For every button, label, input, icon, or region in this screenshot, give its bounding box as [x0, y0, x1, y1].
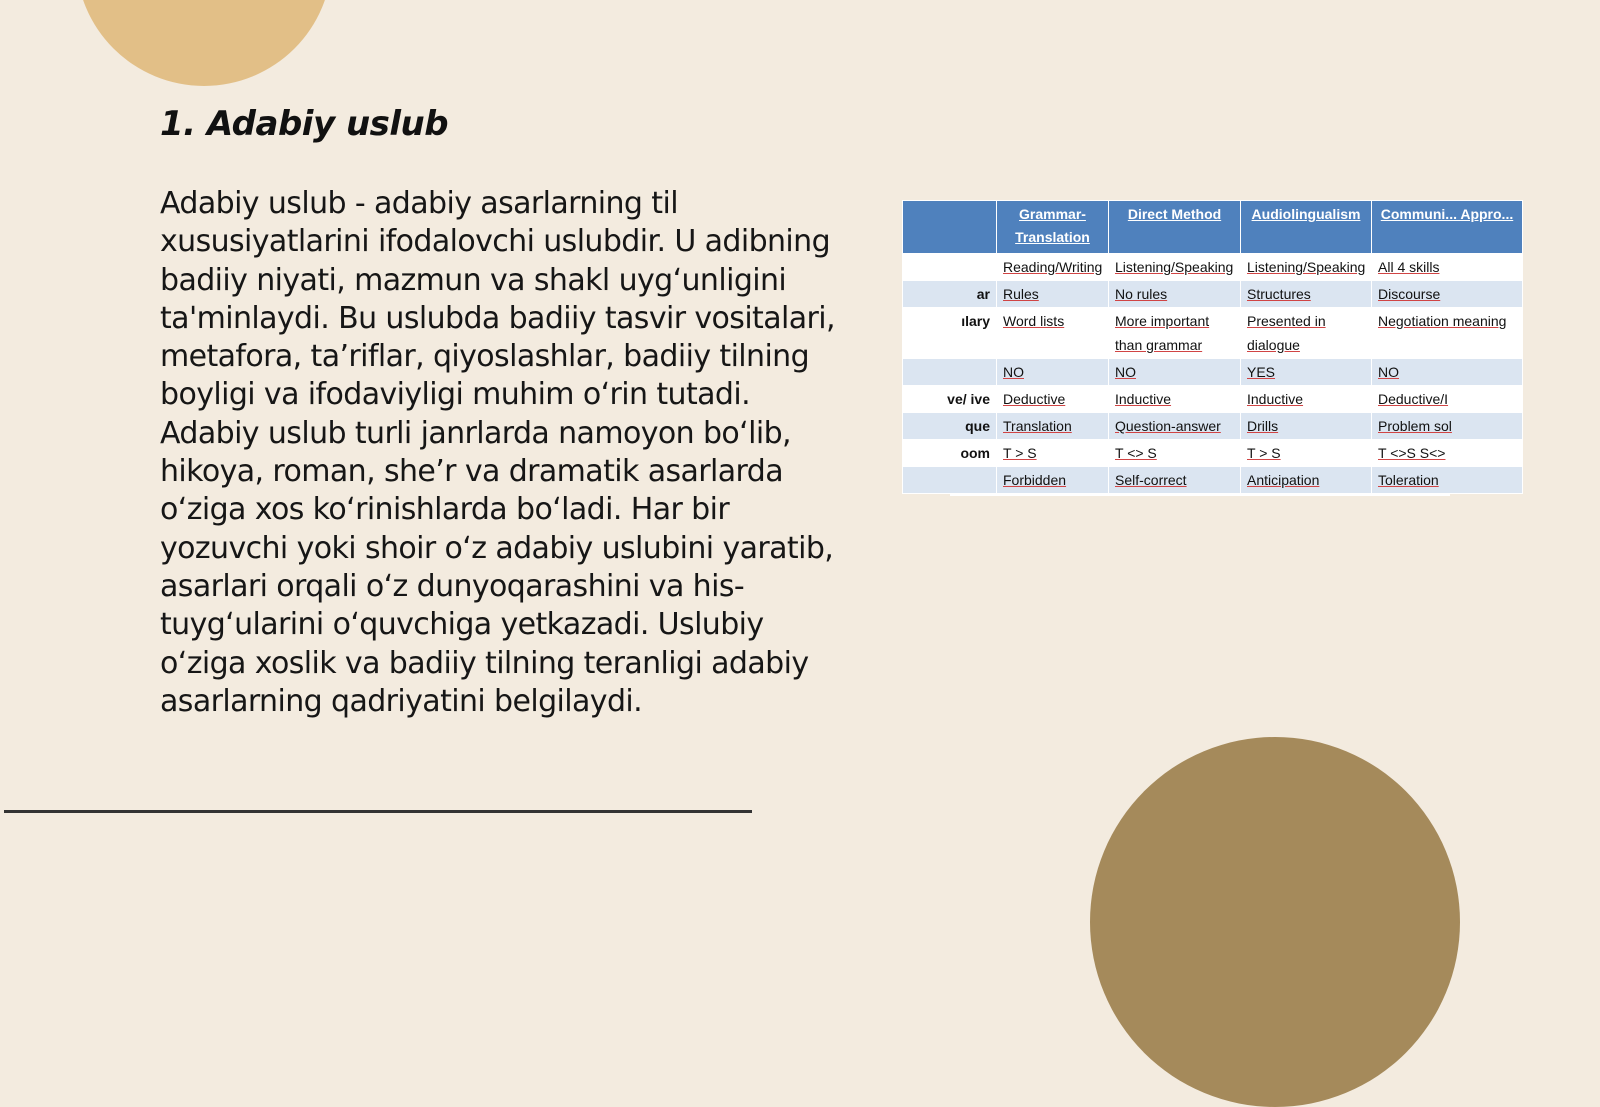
divider-line	[4, 810, 752, 813]
comparison-table	[902, 200, 1523, 494]
table-cell: Listening/Speaking	[1109, 254, 1241, 281]
comparison-table-image	[947, 200, 1514, 496]
table-cell: YES	[1241, 359, 1372, 386]
table-cell: NO	[1109, 359, 1241, 386]
table-header-cell	[903, 201, 997, 254]
table-cell: ar	[903, 281, 997, 308]
table-cell: oom	[903, 440, 997, 467]
table-cell: Problem sol	[1372, 413, 1523, 440]
table-cell: Negotiation meaning	[1372, 308, 1523, 359]
table-row	[903, 308, 1523, 359]
table-cell: No rules	[1109, 281, 1241, 308]
table-row	[903, 413, 1523, 440]
table-cell: Structures	[1241, 281, 1372, 308]
table-cell: Forbidden	[997, 467, 1109, 494]
table-cell: Inductive	[1241, 386, 1372, 413]
table-cell: NO	[1372, 359, 1523, 386]
slide-paragraph: Adabiy uslub - adabiy asarlarning til xususiyatlarini ifodalovchi uslubdir. U adibning badiiy niyati, mazmun va shakl uyg‘unligini ta'minlaydi. Bu uslubda badiiy tasvir vositalari, metafora, ta’riflar, qiyoslashlar, badiiy tilning boyligi va ifodaviyligi muhim o‘rin tutadi. Adabiy uslub turli janrlarda namoyon bo‘lib, hikoya, roman, she’r va dramatik asarlarda o‘ziga xos ko‘rinishlarda bo‘ladi. Har bir yozuvchi yoki shoir o‘z adabiy uslubini yaratib, asarlari orqali o‘z dunyoqarashini va his-tuyg‘ularini o‘quvchiga yetkazadi. Uslubiy o‘ziga xoslik va badiiy tilning teranligi adabiy asarlarning qadriyatini belgilaydi.	[160, 186, 835, 719]
table-cell: Question-answer	[1109, 413, 1241, 440]
table-cell: Translation	[997, 413, 1109, 440]
table-cell: Reading/Writing	[997, 254, 1109, 281]
table-cell: T > S	[1241, 440, 1372, 467]
decorative-circle-bottom	[1090, 737, 1460, 1107]
table-row	[903, 281, 1523, 308]
table-cell: T > S	[997, 440, 1109, 467]
table-cell: ılary	[903, 308, 997, 359]
table-cell: Word lists	[997, 308, 1109, 359]
table-cell: Deductive/I	[1372, 386, 1523, 413]
table-cell: Deductive	[997, 386, 1109, 413]
table-cell: T <>S S<>	[1372, 440, 1523, 467]
table-cell: que	[903, 413, 997, 440]
table-row	[903, 467, 1523, 494]
table-cell: Drills	[1241, 413, 1372, 440]
table-cell: Inductive	[1109, 386, 1241, 413]
table-cell: Listening/Speaking	[1241, 254, 1372, 281]
table-cell: Discourse	[1372, 281, 1523, 308]
table-cell: Rules	[997, 281, 1109, 308]
table-cell: Self-correct	[1109, 467, 1241, 494]
table-header-cell: Communi... Appro...	[1372, 201, 1523, 254]
table-row	[903, 440, 1523, 467]
slide-title: 1. Adabiy uslub	[160, 104, 449, 144]
table-cell	[903, 254, 997, 281]
table-cell: Presented in dialogue	[1241, 308, 1372, 359]
table-row	[903, 254, 1523, 281]
table-row	[903, 386, 1523, 413]
table-cell: More important than grammar	[1109, 308, 1241, 359]
table-row	[903, 359, 1523, 386]
decorative-circle-top	[76, 0, 332, 86]
table-cell: All 4 skills	[1372, 254, 1523, 281]
table-cell: ve/ ive	[903, 386, 997, 413]
table-header-cell: Audiolingualism	[1241, 201, 1372, 254]
table-cell: T <> S	[1109, 440, 1241, 467]
table-header-cell: Grammar-Translation	[997, 201, 1109, 254]
table-cell: Anticipation	[1241, 467, 1372, 494]
table-header-cell: Direct Method	[1109, 201, 1241, 254]
table-cell	[903, 359, 997, 386]
table-cell	[903, 467, 997, 494]
table-cell: Toleration	[1372, 467, 1523, 494]
table-cell: NO	[997, 359, 1109, 386]
table-header-row	[903, 201, 1523, 254]
